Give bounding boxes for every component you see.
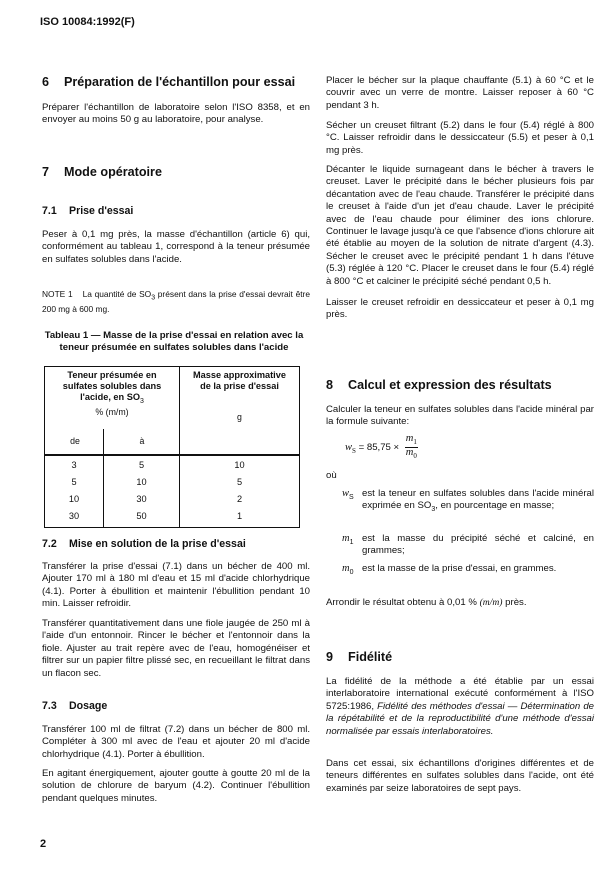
referenced-title: Fidélité des méthodes d'essai — Détermination de la répétabilité et de la reproductibilité d'une méthode d'essai normalisée par essais interlaboratoires.	[326, 700, 594, 737]
symbol-sub: 0	[349, 568, 354, 576]
section-title: Fidélité	[348, 650, 393, 664]
formula-numerator	[405, 434, 418, 448]
table-row	[45, 511, 299, 525]
rounding-instruction	[326, 597, 594, 609]
definition-text-part: , en pourcentage en masse;	[435, 500, 555, 512]
section-title: Prise d'essai	[69, 205, 134, 217]
rounding-text: Arrondir le résultat obtenu à 0,01 %	[326, 597, 480, 608]
definition-sub: 3	[431, 506, 436, 514]
section-number: 7.2	[42, 538, 57, 550]
definition-text	[362, 488, 594, 517]
section-8-paragraph: Calculer la teneur en sulfates solubles dans l'acide minéral par la formule suivante:	[326, 404, 594, 428]
section-8-heading	[326, 378, 552, 392]
formula-lhs-sub: S	[352, 447, 356, 456]
numerator-var: m	[405, 433, 414, 444]
definition-symbol	[342, 563, 354, 579]
table-row	[45, 460, 299, 474]
section-7-3-heading	[42, 700, 107, 712]
section-title: Mode opératoire	[64, 165, 162, 179]
header-text	[45, 392, 179, 407]
cell-from: 5	[71, 477, 77, 487]
section-title: Calcul et expression des résultats	[348, 378, 552, 392]
note-subscript: 3	[151, 294, 156, 302]
note-1	[42, 289, 310, 315]
table-row	[45, 477, 299, 491]
cell-to: 30	[136, 494, 147, 504]
header-text-so: l'acide, en SO	[80, 392, 140, 402]
rounding-unit: (m/m)	[479, 597, 503, 608]
symbol-var: m	[342, 533, 350, 544]
section-6-paragraph: Préparer l'échantillon de laboratoire selon l'ISO 8358, et en envoyer au moins 50 g au laboratoire, pour analyse.	[42, 102, 310, 126]
cell-mass: 5	[236, 477, 243, 487]
cell-from: 30	[68, 511, 80, 521]
cell-from: 10	[68, 494, 80, 504]
section-9-paragraph-1	[326, 676, 594, 738]
definition-m0	[326, 563, 594, 591]
section-number: 7.3	[42, 700, 57, 712]
section-number: 7	[42, 165, 50, 179]
section-7-heading	[42, 165, 162, 179]
definition-ws	[326, 488, 594, 528]
header-teneur	[45, 370, 179, 418]
page-number: 2	[40, 838, 47, 850]
header-text: Teneur présumée en	[67, 370, 157, 380]
header-from: de	[70, 436, 80, 446]
cell-from: 3	[71, 460, 77, 470]
section-9-heading	[326, 650, 392, 664]
cell-mass: 1	[236, 511, 243, 521]
table-row	[45, 494, 299, 508]
symbol-sub: S	[349, 493, 354, 501]
paragraph-decanter: Décanter le liquide surnageant dans le bécher à travers le creuset. Laver le précipité dans le bécher plusieurs fois par décantation avec de l'eau chaude. Transférer le précipité dans le creuset à l'aide d'un jet d'eau chaude. Laver le précipité avec de l'eau chaude pour éliminer des ions chlorure. Continuer le lavage jusqu'à ce que l'absence d'ions chlorure ait été établie au moyen de la solution de nitrate d'argent (4.3). Sécher le creuset avec le précipité pendant 1 h dans l'étuve (5.3) réglée à 120 °C. Placer le creuset dans le four (5.4) réglé à 800 °C et calciner le précipité séché pendant 0,5 h.	[326, 164, 594, 287]
definition-text: est la masse du précipité séché et calciné, en grammes;	[362, 533, 594, 557]
note-label: NOTE 1	[42, 289, 73, 299]
section-7-2-heading	[42, 538, 246, 550]
section-9-paragraph-2: Dans cet essai, six échantillons d'origines différentes et de teneurs différentes en sulfates solubles dans l'acide, ont été examinés par seize laboratoires de sept pays.	[326, 758, 594, 794]
formula-fraction	[405, 434, 418, 461]
denominator-sub: 0	[413, 452, 417, 461]
paragraph-secher: Sécher un creuset filtrant (5.2) dans le four (5.4) réglé à 800 °C. Laisser refroidir dans le dessiccateur (5.5) et peser à 0,1 mg près.	[326, 120, 594, 156]
definition-m1	[326, 533, 594, 561]
where-label: où	[326, 470, 337, 481]
header-masse	[180, 370, 299, 392]
cell-mass: 10	[234, 460, 245, 470]
section-number: 8	[326, 378, 334, 392]
header-unit-g: g	[237, 412, 242, 422]
paragraph-placer: Placer le bécher sur la plaque chauffante (5.1) à 60 °C et le couvrir avec un verre de montre. Laisser reposer à 60 °C pendant 3 h.	[326, 75, 594, 111]
header-text: sulfates solubles dans	[62, 381, 162, 391]
definition-symbol	[342, 488, 354, 504]
section-7-2-paragraph-1: Transférer la prise d'essai (7.1) dans un bécher de 400 ml. Ajouter 170 ml à 180 ml d'eau et 15 ml d'acide chlorhydrique (4.1). Porter à ébullition et maintenir l'ébullition pendant 10 min. Laisser refroidir.	[42, 561, 310, 610]
cell-to: 50	[136, 511, 147, 521]
symbol-sub: 1	[349, 538, 354, 546]
definition-text: est la masse de la prise d'essai, en grammes.	[362, 563, 557, 574]
definition-symbol	[342, 533, 354, 549]
section-number: 7.1	[42, 205, 57, 217]
section-title: Préparation de l'échantillon pour essai	[64, 75, 296, 89]
numerator-sub: 1	[413, 438, 417, 447]
note-text: La quantité de SO	[82, 289, 152, 299]
paragraph-text: La fidélité de la méthode a été établie par un essai interlaboratoire international exécuté conformément à l'ISO 5725:1986,	[326, 676, 594, 712]
cell-mass: 2	[236, 494, 243, 504]
paragraph-laisser: Laisser le creuset refroidir en dessiccateur et peser à 0,1 mg près.	[326, 297, 594, 321]
cell-to: 10	[136, 477, 147, 487]
symbol-var: w	[342, 488, 350, 499]
section-number: 9	[326, 650, 334, 664]
cell-to: 5	[138, 460, 145, 470]
subcolumn-divider	[103, 429, 104, 455]
denominator-var: m	[405, 447, 414, 459]
section-7-1-heading	[42, 205, 133, 217]
formula-constant: = 85,75 ×	[355, 442, 402, 453]
header-unit: % (m/m)	[95, 406, 129, 417]
table-1-caption: Tableau 1 — Masse de la prise d'essai en relation avec la teneur présumée en sulfates solubles dans l'acide	[44, 330, 304, 353]
formula-denominator	[405, 448, 418, 461]
header-to: à	[139, 436, 145, 446]
section-6-heading	[42, 75, 295, 89]
header-subscript: 3	[139, 397, 144, 405]
header-text: Masse approximative	[193, 370, 286, 380]
note-text-after: présent dans la prise d'essai devrait être 200 mg à 600 mg.	[42, 289, 311, 314]
rounding-text: près.	[502, 597, 527, 608]
section-title: Dosage	[69, 700, 108, 712]
section-number: 6	[42, 75, 50, 89]
section-title: Mise en solution de la prise d'essai	[69, 538, 246, 550]
symbol-var: m	[342, 563, 350, 574]
section-7-2-paragraph-2: Transférer quantitativement dans une fiole jaugée de 250 ml à l'aide d'un entonnoir. Rincer le bécher et l'entonnoir dans la fiole. Ajuster au trait repère avec de l'eau, homogénéiser et filtrer sur un papier filtre plissé sec, en recueillant le filtrat dans un flacon sec.	[42, 618, 310, 679]
header-text: de la prise d'essai	[200, 381, 279, 391]
formula	[345, 434, 418, 461]
section-7-1-paragraph: Peser à 0,1 mg près, la masse d'échantillon (article 6) qui, conformément au tableau 1, correspond à la teneur présumée en sulfates solubles dans l'acide.	[42, 229, 310, 265]
formula-lhs: w	[345, 442, 353, 453]
document-header: ISO 10084:1992(F)	[40, 16, 135, 28]
section-7-3-paragraph-2: En agitant énergiquement, ajouter goutte à goutte 20 ml de la solution de chlorure de baryum (4.2). Continuer l'ébullition pendant quelques minutes.	[42, 768, 310, 804]
definition-text-part: est la teneur en sulfates solubles dans l'acide minéral exprimée en SO	[362, 488, 594, 512]
table-1-header	[44, 366, 300, 455]
table-1-body	[44, 454, 300, 528]
section-7-3-paragraph-1: Transférer 100 ml de filtrat (7.2) dans un bécher de 800 ml. Compléter à 300 ml avec de l'eau et ajouter 20 ml d'acide chlorhydrique (4.1). Porter à ébullition.	[42, 724, 310, 760]
